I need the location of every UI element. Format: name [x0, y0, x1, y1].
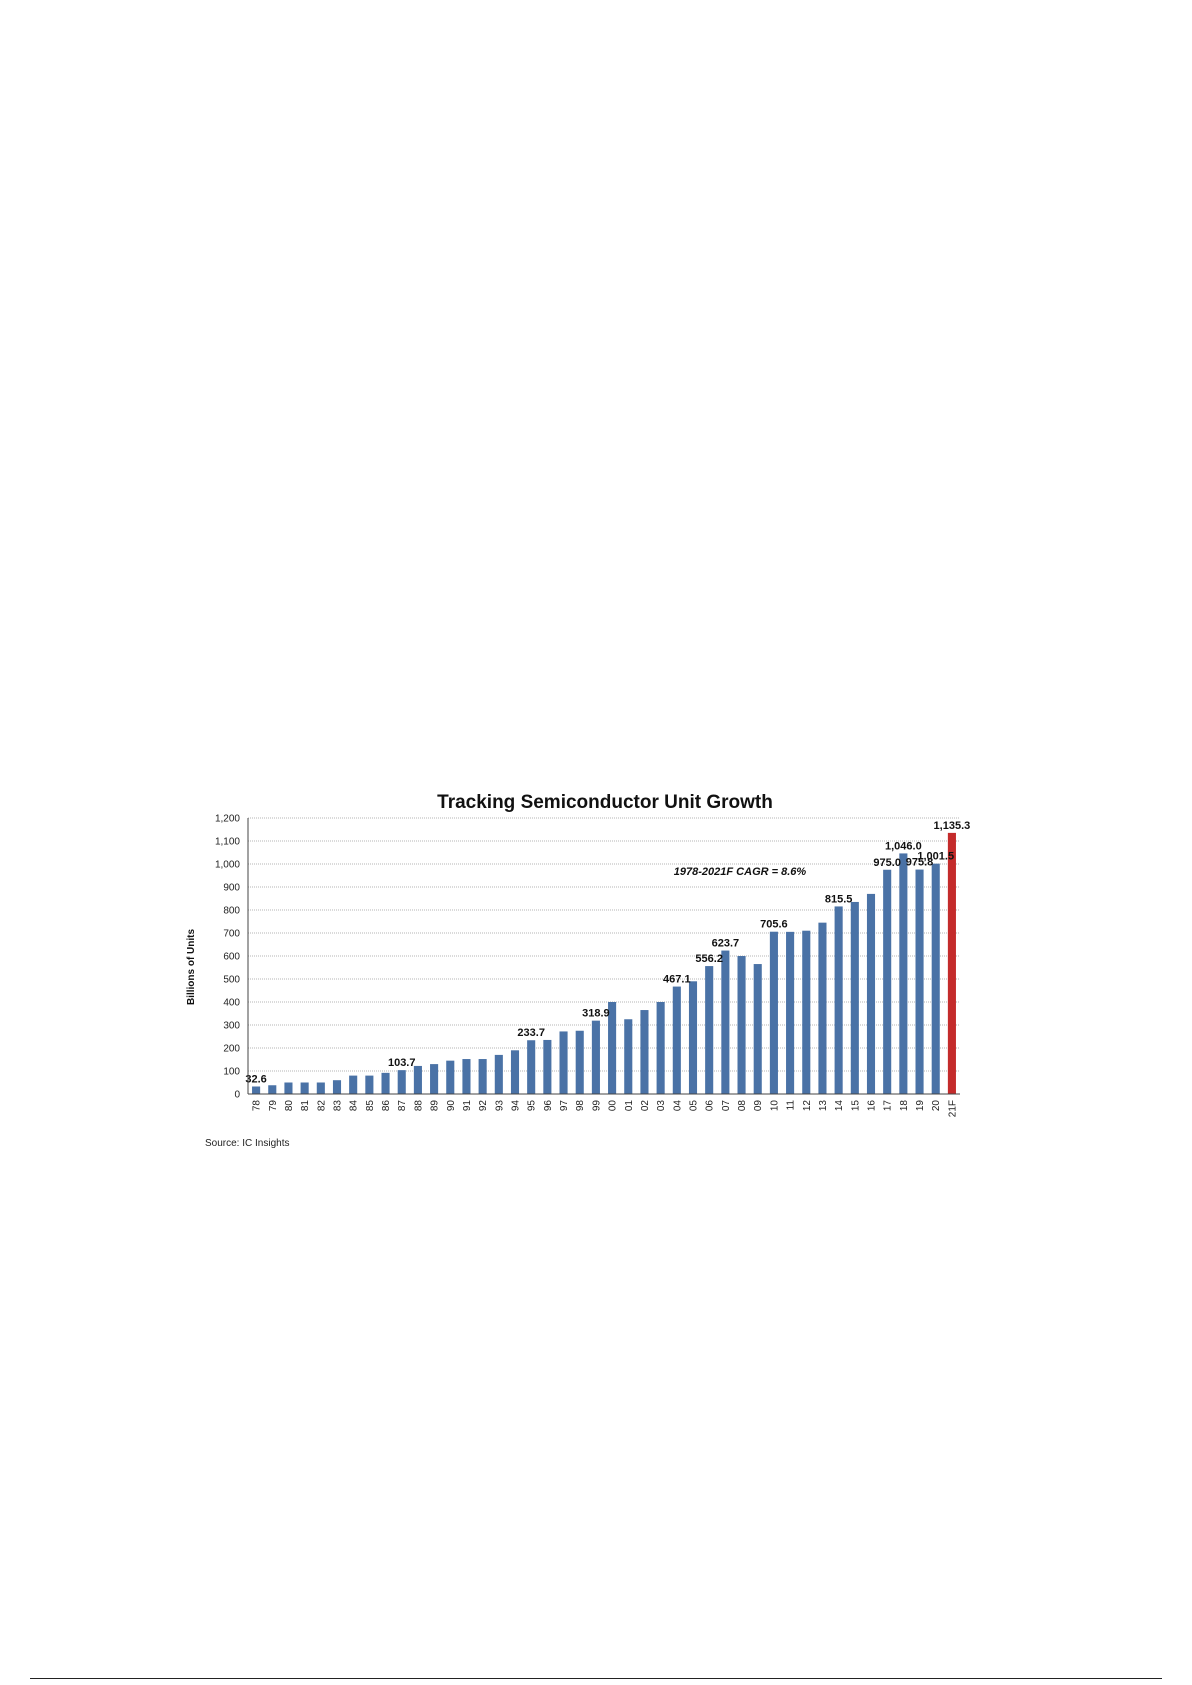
bar [754, 964, 762, 1094]
bar [349, 1076, 357, 1094]
bar [657, 1002, 665, 1094]
bar [592, 1021, 600, 1094]
x-tick-label: 12 [801, 1100, 813, 1112]
x-tick-label: 21F [947, 1100, 959, 1118]
x-tick-label: 02 [639, 1100, 651, 1112]
y-axis-label: Billions of Units [186, 928, 197, 1006]
x-tick-label: 18 [898, 1100, 910, 1112]
bar [721, 951, 729, 1094]
data-label: 103.7 [387, 1057, 416, 1070]
bar [576, 1031, 584, 1094]
bar [802, 931, 810, 1094]
bar [624, 1019, 632, 1094]
x-tick-label: 07 [720, 1100, 732, 1112]
bar [414, 1066, 422, 1094]
x-tick-label: 86 [381, 1100, 393, 1112]
x-tick-label: 89 [429, 1100, 441, 1112]
x-tick-label: 80 [283, 1100, 295, 1112]
data-label: 233.7 [517, 1027, 545, 1040]
x-tick-label: 81 [300, 1100, 312, 1112]
data-label: 556.2 [695, 953, 723, 966]
data-label: 1,046.0 [885, 840, 922, 853]
y-tick-label: 400 [223, 997, 240, 1009]
x-tick-label: 93 [494, 1100, 506, 1112]
x-tick-label: 08 [737, 1100, 749, 1112]
x-tick-label: 88 [413, 1100, 425, 1112]
bar-chart [180, 785, 1030, 1165]
x-tick-label: 91 [461, 1100, 473, 1112]
bar [446, 1061, 454, 1094]
bar [527, 1040, 535, 1094]
y-tick-label: 700 [223, 928, 240, 940]
x-tick-label: 09 [753, 1100, 765, 1112]
bar [689, 981, 697, 1094]
bar [899, 853, 907, 1094]
bar [705, 966, 713, 1094]
x-tick-label: 99 [591, 1100, 603, 1112]
y-tick-label: 600 [223, 951, 240, 963]
data-label: 975.0 [873, 856, 901, 869]
x-tick-label: 16 [866, 1100, 878, 1112]
bar [738, 956, 746, 1094]
bar [560, 1031, 568, 1094]
cagr-annotation: 1978-2021F CAGR = 8.6% [673, 866, 807, 878]
x-axis-ticks [252, 1100, 959, 1118]
x-tick-label: 17 [882, 1100, 894, 1112]
bar [673, 987, 681, 1094]
data-label: 1,135.3 [933, 819, 971, 832]
x-tick-label: 98 [575, 1100, 587, 1112]
bar [932, 864, 940, 1094]
y-tick-label: 1,100 [214, 836, 240, 848]
data-label: 623.7 [711, 937, 740, 950]
data-labels [245, 820, 970, 1086]
data-label: 975.8 [905, 856, 934, 869]
x-tick-label: 94 [510, 1100, 522, 1112]
bar [640, 1010, 648, 1094]
bar [317, 1083, 325, 1095]
bar [835, 906, 843, 1094]
bar [818, 923, 826, 1094]
x-tick-label: 87 [397, 1100, 409, 1112]
x-tick-label: 96 [542, 1100, 554, 1112]
y-axis-ticks [215, 814, 240, 1101]
data-label: 1,001.5 [917, 850, 955, 863]
bar [916, 870, 924, 1094]
chart-figure [180, 785, 1030, 1165]
y-tick-label: 1,000 [214, 859, 240, 871]
bars [252, 833, 956, 1094]
y-tick-label: 1,200 [214, 813, 240, 825]
bar [382, 1073, 390, 1094]
x-tick-label: 00 [607, 1100, 619, 1112]
bar [786, 932, 794, 1094]
x-tick-label: 10 [769, 1100, 781, 1112]
bar [851, 902, 859, 1094]
bar [284, 1083, 292, 1095]
bar [268, 1085, 276, 1094]
page-bottom-rule [30, 1678, 1162, 1679]
bar [948, 833, 956, 1094]
x-tick-label: 78 [251, 1100, 263, 1112]
bar [365, 1076, 373, 1094]
data-label: 815.5 [824, 893, 853, 906]
bar [883, 870, 891, 1094]
x-tick-label: 85 [364, 1100, 376, 1112]
x-tick-label: 84 [348, 1100, 360, 1112]
y-tick-label: 500 [223, 974, 240, 986]
x-tick-label: 95 [526, 1100, 538, 1112]
bar [430, 1064, 438, 1094]
bar [511, 1050, 519, 1094]
x-tick-label: 19 [915, 1100, 927, 1112]
x-tick-label: 01 [623, 1100, 635, 1112]
x-tick-label: 79 [267, 1100, 279, 1112]
x-tick-label: 06 [704, 1100, 716, 1112]
data-label: 467.1 [663, 973, 691, 986]
y-tick-label: 0 [234, 1089, 240, 1101]
bar [495, 1055, 503, 1094]
y-tick-label: 100 [223, 1066, 240, 1078]
y-tick-label: 200 [223, 1043, 240, 1055]
x-tick-label: 05 [688, 1100, 700, 1112]
x-tick-label: 15 [850, 1100, 862, 1112]
bar [867, 894, 875, 1094]
x-tick-label: 11 [785, 1100, 797, 1111]
bar [252, 1087, 260, 1094]
bar [543, 1040, 551, 1094]
bar [398, 1070, 406, 1094]
source-note: Source: IC Insights [205, 1138, 290, 1149]
x-tick-label: 90 [445, 1100, 457, 1112]
bar [770, 932, 778, 1094]
y-tick-label: 300 [223, 1020, 240, 1032]
x-tick-label: 03 [656, 1100, 668, 1112]
x-tick-label: 04 [672, 1100, 684, 1112]
x-tick-label: 20 [931, 1100, 943, 1112]
x-tick-label: 13 [817, 1100, 829, 1112]
chart-title: Tracking Semiconductor Unit Growth [437, 792, 773, 813]
x-tick-label: 83 [332, 1100, 344, 1112]
x-tick-label: 14 [834, 1100, 846, 1112]
x-tick-label: 92 [478, 1100, 490, 1112]
bar [301, 1083, 309, 1095]
x-tick-label: 82 [316, 1100, 328, 1112]
y-tick-label: 800 [223, 905, 240, 917]
data-label: 32.6 [245, 1073, 267, 1086]
bar [479, 1059, 487, 1094]
data-label: 318.9 [582, 1007, 610, 1020]
bar [462, 1059, 470, 1094]
bar [333, 1080, 341, 1094]
x-tick-label: 97 [559, 1100, 571, 1112]
data-label: 705.6 [760, 918, 788, 931]
y-tick-label: 900 [223, 882, 240, 894]
